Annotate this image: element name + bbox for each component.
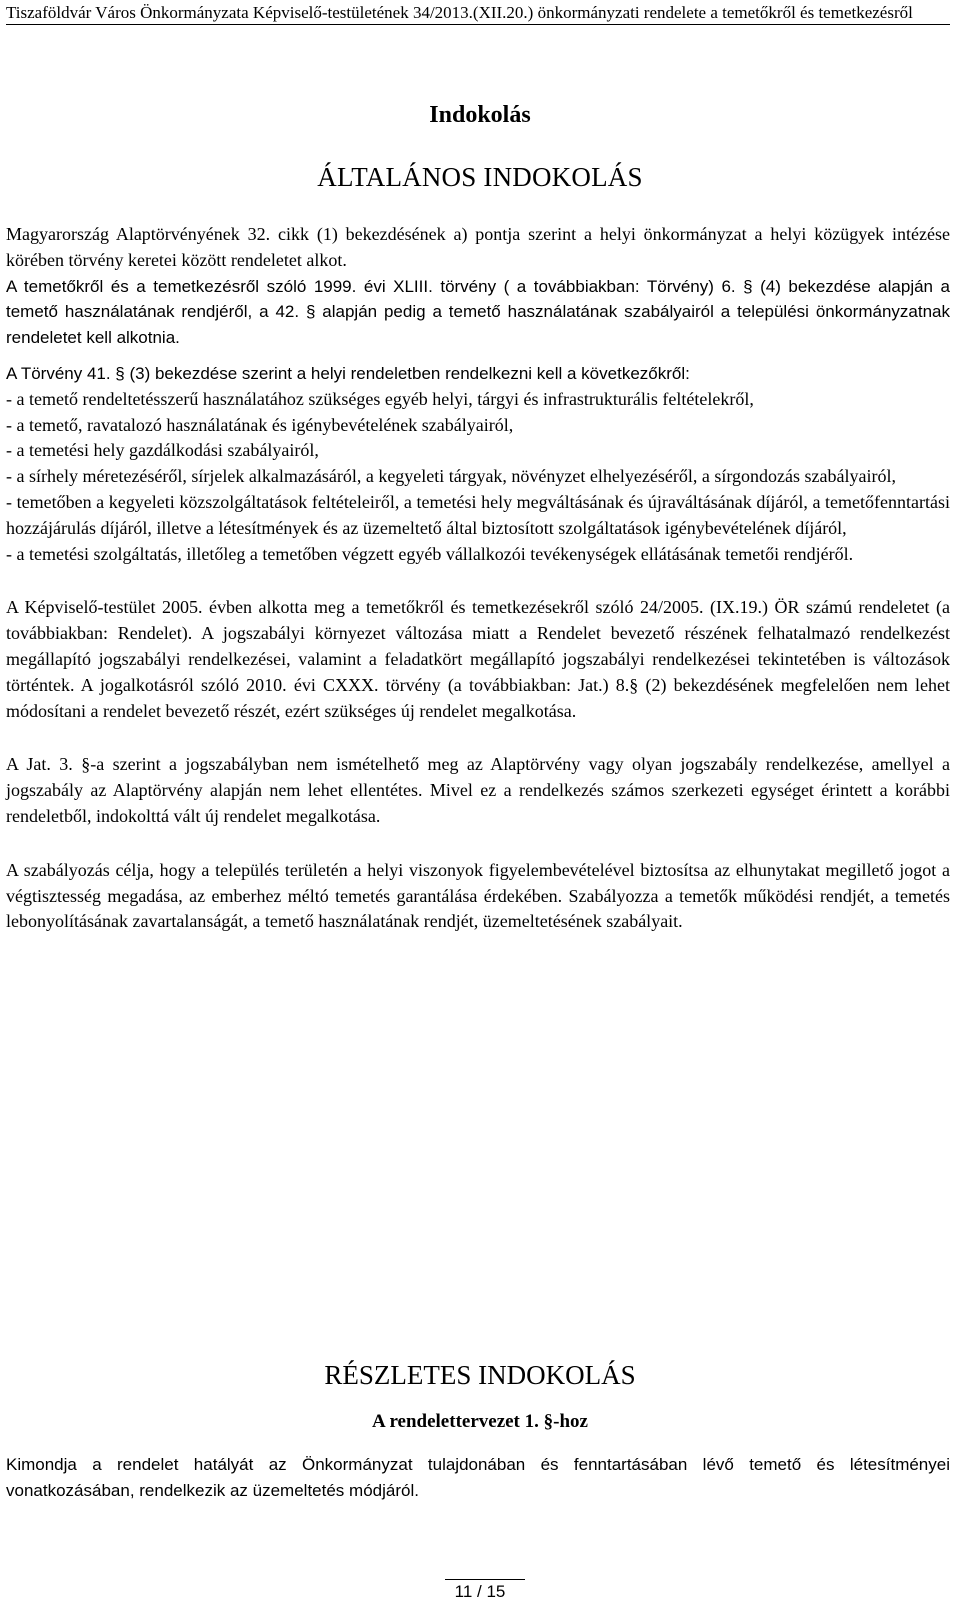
general-justification-body [6,222,950,935]
section-body [6,1452,950,1504]
general-justification-heading: ÁLTALÁNOS INDOKOLÁS [317,162,643,192]
page-title: Indokolás [429,102,531,128]
list-item: - a temető, ravatalozó használatának és igénybevételének szabályairól, [6,414,514,435]
list-item: - a temetési hely gazdálkodási szabályairól, [6,440,319,461]
paragraph-previous-regulation: A Képviselő-testület 2005. évben alkotta meg a temetőkről és temetkezésekről szóló 24/2005. (IX.19.) ÖR számú rendeletet (a továbbiakban: Rendelet). A jogszabályi környezet változása miatt a Rendelet bevezető részének felhatalmazó rendelkezést megállapító jogszabályi rendelkezései, valamint a feladatkört megállapító jogszabályi rendelkezései tekintetében is változások történtek. A jogalkotásról szóló 2010. évi CXXX. törvény (a továbbiakban: Jat.) 8.§ (2) bekezdésének megfelelően nem lehet módosítani a rendelet bevezető részét, ezért szükséges új rendelet megalkotása. [6,597,950,721]
paragraph-act-41: A Törvény 41. § (3) bekezdése szerint a helyi rendeletben rendelkezni kell a következőkről: [6,363,690,383]
section-heading: A rendelettervezet 1. §-hoz [372,1411,588,1432]
page-number: 11 / 15 [454,1582,506,1601]
paragraph-constitution: Magyarország Alaptörvényének 32. cikk (1) bekezdésének a) pontja szerint a helyi önkormányzat a helyi közügyek intézése körében törvény keretei között rendeletet alkot. [6,224,950,270]
paragraph-cemetery-act: A temetőkről és a temetkezésről szóló 1999. évi XLIII. törvény ( a továbbiakban: Törvény) 6. § (4) bekezdése alapján a temető használatának rendjéről, a 42. § alapján pedig a temető használatának szabályairól a települési önkormányzatnak rendeletet kell alkotnia. [6,276,950,348]
list-item: - a temető rendeltetésszerű használatához szükséges egyéb helyi, tárgyi és infrastrukturális feltételekről, [6,388,754,409]
footer-divider [445,1579,525,1580]
paragraph-jat-3: A Jat. 3. §-a szerint a jogszabályban nem ismételhető meg az Alaptörvény vagy olyan jogszabály rendelkezése, amellyel a jogszabály az Alaptörvény alapján nem lehet ellentétes. Mivel ez a rendelkezés számos szerkezeti egységet érintett a korábbi rendeletből, indokolttá vált új rendelet megalkotása. [6,754,950,826]
paragraph-scope: Kimondja a rendelet hatályát az Önkormányzat tulajdonában és fenntartásában lévő temető és létesítményei vonatkozásában, rendelkezik az üzemeltetés módjáról. [6,1455,950,1500]
list-item: - temetőben a kegyeleti közszolgáltatások feltételeiről, a temetési hely megváltásának és újraváltásának díjáról, a temetőfenntartási hozzájárulás díjáról, illetve a létesítmények és az üzemeltető által biztosított szolgáltatások igénybevételének díjáról, [6,491,950,538]
list-item: - a temetési szolgáltatás, illetőleg a temetőben végzett egyéb vállalkozói tevékenységek ellátásának temetői rendjéről. [6,543,854,564]
running-header: Tiszaföldvár Város Önkormányzata Képviselő-testületének 34/2013.(XII.20.) önkormányzati rendelete a temetőkről és temetkezésről [6,2,950,25]
list-item: - a sírhely méretezéséről, sírjelek alkalmazásáról, a kegyeleti tárgyak, növényzet elhelyezéséről, a sírgondozás szabályairól, [6,466,896,487]
detailed-justification-heading: RÉSZLETES INDOKOLÁS [324,1360,636,1390]
paragraph-purpose: A szabályozás célja, hogy a település területén a helyi viszonyok figyelembevételével biztosítsa az elhunytakat megillető jogot a végtisztesség megadása, az emberhez méltó temetés garantálása érdekében. Szabályozza a temetők működési rendjét, a temetés lebonyolításának zavartalanságát, a temető használatának rendjét, üzemeltetésének szabályait. [6,859,950,932]
